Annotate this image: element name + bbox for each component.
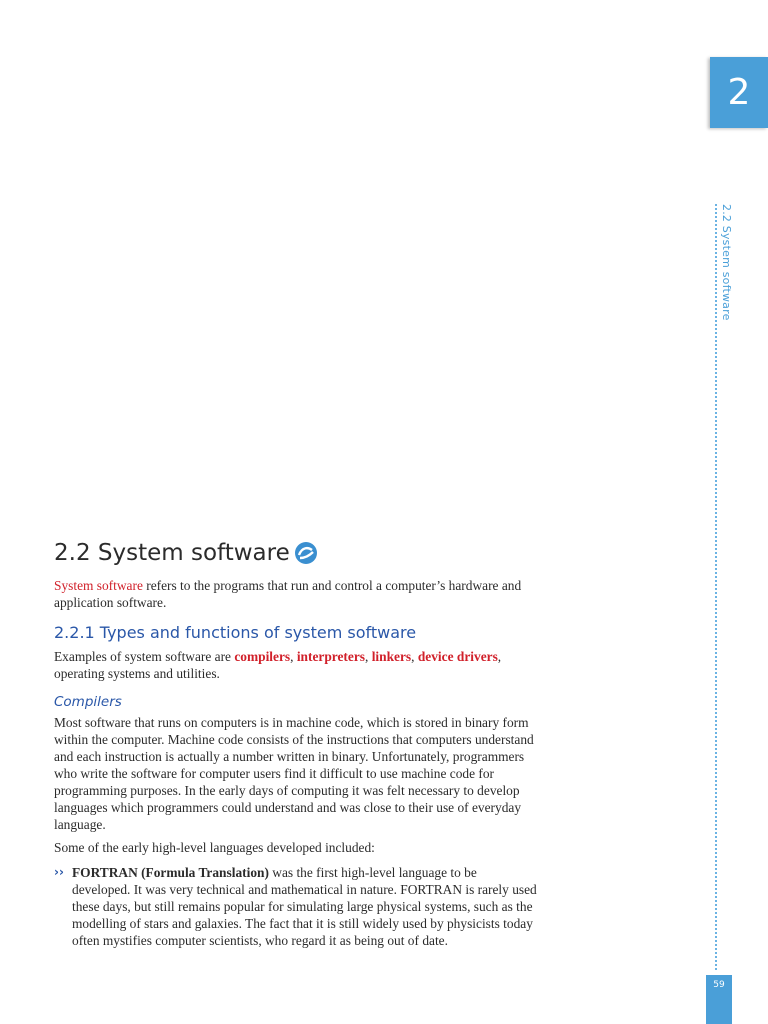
term-compilers: compilers xyxy=(234,649,291,664)
bullet-bold-term: FORTRAN (Formula Translation) xyxy=(72,865,269,880)
running-head: 2.2 System software xyxy=(720,204,733,321)
chapter-number-tab: 2 xyxy=(710,57,768,128)
compilers-paragraph: Most software that runs on computers is in machine code, which is stored in binary form within the computer. Machine code consists of the instructions that computers understand and each instruction is actually a number written in binary. Unfortunately, programmers who write the software for computer users find it difficult to use machine code for programming purposes. In the early days of computing it was felt necessary to develop languages which programmers could understand and was close to their use of everyday language. xyxy=(54,715,534,832)
separator: , xyxy=(290,649,297,664)
term-interpreters: interpreters xyxy=(296,649,365,664)
separator: , xyxy=(365,649,372,664)
section-title xyxy=(54,540,538,566)
main-content xyxy=(54,540,538,949)
link-arrow-icon[interactable] xyxy=(294,541,318,565)
side-dotted-rule xyxy=(715,204,717,970)
examples-prefix: Examples of system software are xyxy=(54,649,235,664)
bullet-chevron-icon: ›› xyxy=(54,865,64,879)
compilers-heading: Compilers xyxy=(54,694,122,710)
examples-suffix: , operating systems and utilities. xyxy=(54,649,502,681)
section-intro xyxy=(54,577,538,611)
bullet-text xyxy=(72,864,538,949)
section-title-text: 2.2 System software xyxy=(54,540,290,566)
intro-text: refers to the programs that run and control a computer’s hardware and application software. xyxy=(54,578,522,610)
separator: , xyxy=(411,649,418,664)
term-system-software: System software xyxy=(54,578,143,593)
page-number: 59 xyxy=(706,975,732,1024)
term-device-drivers: device drivers xyxy=(417,649,498,664)
term-linkers: linkers xyxy=(371,649,412,664)
subsection-title: 2.2.1 Types and functions of system software xyxy=(54,623,417,642)
examples-paragraph xyxy=(54,648,538,682)
list-item xyxy=(54,864,538,949)
languages-lead-in: Some of the early high-level languages developed included: xyxy=(54,840,375,855)
bullet-body: was the first high-level language to be developed. It was very technical and mathematical in nature. FORTRAN is rarely used these days, but still remains popular for simulating large physical systems, such as the modelling of stars and galaxies. The fact that it is still widely used by physicists today often mystifies computer scientists, who regard it as being out of date. xyxy=(72,865,537,948)
